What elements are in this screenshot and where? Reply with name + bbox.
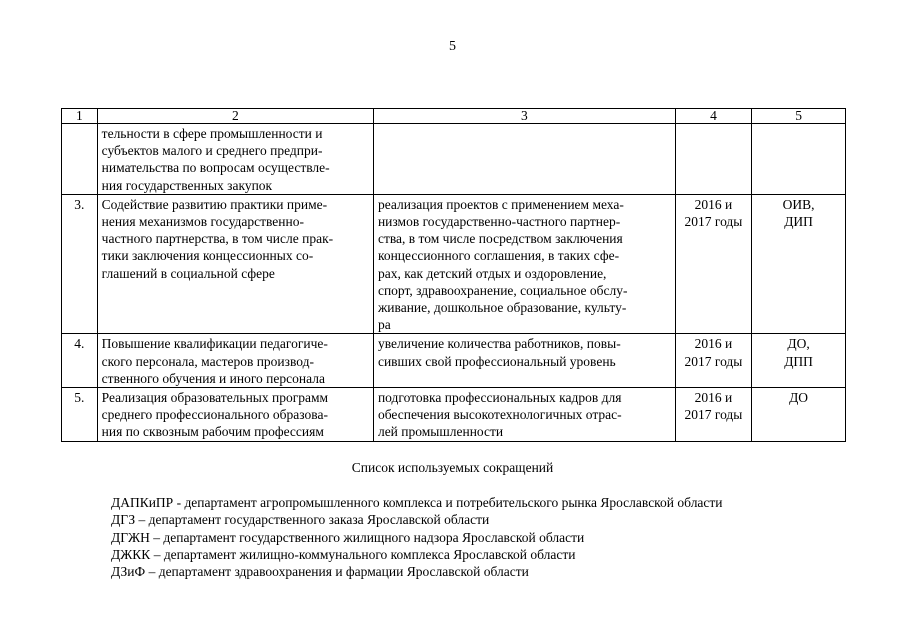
table-row	[62, 194, 846, 334]
result-cell-line: обеспечения высокотехнологичных отрас-	[377, 407, 622, 423]
responsible-cell-line: ОИВ,	[782, 196, 815, 212]
measure-cell-line: ского персонала, мастеров производ-	[101, 353, 315, 369]
abbreviation-item: ДЖКК – департамент жилищно-коммунального комплекса Ярославской области	[111, 546, 576, 562]
measure-cell-line: частного партнерства, в том числе прак-	[101, 231, 334, 247]
measure-cell	[97, 388, 373, 442]
responsible-cell	[752, 388, 846, 442]
measure-cell-line: тельности в сфере промышленности и	[101, 126, 323, 141]
term-cell-line: 2016 и	[694, 336, 733, 352]
measure-cell-line: Повышение квалификации педагогиче-	[101, 336, 328, 352]
abbreviation-item: ДЗиФ – департамент здравоохранения и фармации Ярославской области	[111, 564, 529, 580]
row-number-cell	[62, 124, 98, 195]
term-cell-line: 2017 годы	[684, 407, 743, 423]
abbreviations-title: Список используемых сокращений	[351, 460, 554, 475]
row-number-cell: 4.	[62, 334, 98, 388]
term-cell-line: 2017 годы	[684, 214, 743, 230]
measure-cell-line: среднего профессионального образова-	[101, 407, 328, 423]
measure-cell-line: нения механизмов государственно-	[101, 214, 304, 230]
term-cell-line: 2016 и	[694, 196, 733, 212]
result-cell-line: низмов государственно-частного партнер-	[377, 214, 621, 230]
term-cell-line: 2017 годы	[684, 353, 743, 369]
responsible-cell-line: ДО,	[787, 336, 810, 352]
measure-cell	[97, 194, 373, 334]
result-cell-line: живание, дошкольное образование, культу-	[377, 300, 627, 316]
measure-cell-line: глашений в социальной сфере	[101, 265, 275, 281]
measures-table	[61, 108, 846, 442]
header-cell-5: 5	[752, 109, 846, 124]
abbreviation-item: ДАПКиПР - департамент агропромышленного комплекса и потребительского рынка Ярославской области	[111, 495, 723, 510]
result-cell-line: рах, как детский отдых и оздоровление,	[377, 265, 607, 281]
result-cell-line: реализация проектов с применением меха-	[377, 196, 624, 212]
measure-cell-line: ния по сквозным рабочим профессиям	[101, 424, 324, 440]
abbreviation-item: ДГЖН – департамент государственного жилищного надзора Ярославской области	[111, 529, 585, 545]
table-header-row	[62, 109, 846, 124]
measure-cell-line: Реализация образовательных программ	[101, 390, 329, 406]
abbreviation-item: ДГЗ – департамент государственного заказа Ярославской области	[111, 512, 490, 528]
result-cell-line: ра	[377, 317, 391, 333]
responsible-cell-line: ДПП	[784, 353, 813, 369]
result-cell-line: увеличение количества работников, повы-	[377, 336, 621, 352]
term-cell	[675, 124, 751, 195]
responsible-cell-line: ДО	[789, 390, 809, 406]
abbreviations-list	[111, 494, 723, 580]
responsible-cell	[752, 334, 846, 388]
row-number-cell: 5.	[62, 388, 98, 442]
responsible-cell-line: ДИП	[784, 214, 813, 230]
result-cell-line: спорт, здравоохранение, социальное обслу-	[377, 282, 628, 298]
responsible-cell	[752, 194, 846, 334]
measure-cell	[97, 334, 373, 388]
result-cell-line: концессионного соглашения, в таких сфе-	[377, 248, 620, 264]
result-cell-line: сивших свой профессиональный уровень	[377, 353, 616, 369]
term-cell	[675, 388, 751, 442]
result-cell	[373, 334, 675, 388]
measure-cell-line: ственного обучения и иного персонала	[101, 370, 325, 386]
result-cell	[373, 194, 675, 334]
responsible-cell	[752, 124, 846, 195]
measure-cell-line: Содействие развитию практики приме-	[101, 196, 328, 212]
term-cell-line: 2016 и	[694, 390, 733, 406]
header-cell-2: 2	[97, 109, 373, 124]
table-row	[62, 334, 846, 388]
measure-cell-line: нимательства по вопросам осуществле-	[101, 160, 330, 176]
result-cell-line: подготовка профессиональных кадров для	[377, 390, 622, 406]
header-cell-1: 1	[62, 109, 98, 124]
measure-cell-line: ния государственных закупок	[101, 177, 273, 193]
term-cell	[675, 194, 751, 334]
table-row	[62, 124, 846, 195]
measure-cell-line: субъектов малого и среднего предпри-	[101, 143, 323, 159]
measure-cell-line: тики заключения концессионных со-	[101, 248, 314, 264]
table-row	[62, 388, 846, 442]
header-cell-3: 3	[373, 109, 675, 124]
measure-cell	[97, 124, 373, 195]
result-cell	[373, 124, 675, 195]
result-cell-line: ства, в том числе посредством заключения	[377, 231, 623, 247]
header-cell-4: 4	[675, 109, 751, 124]
result-cell-line: лей промышленности	[377, 424, 504, 440]
page-number: 5	[449, 39, 456, 54]
result-cell	[373, 388, 675, 442]
row-number-cell: 3.	[62, 194, 98, 334]
term-cell	[675, 334, 751, 388]
